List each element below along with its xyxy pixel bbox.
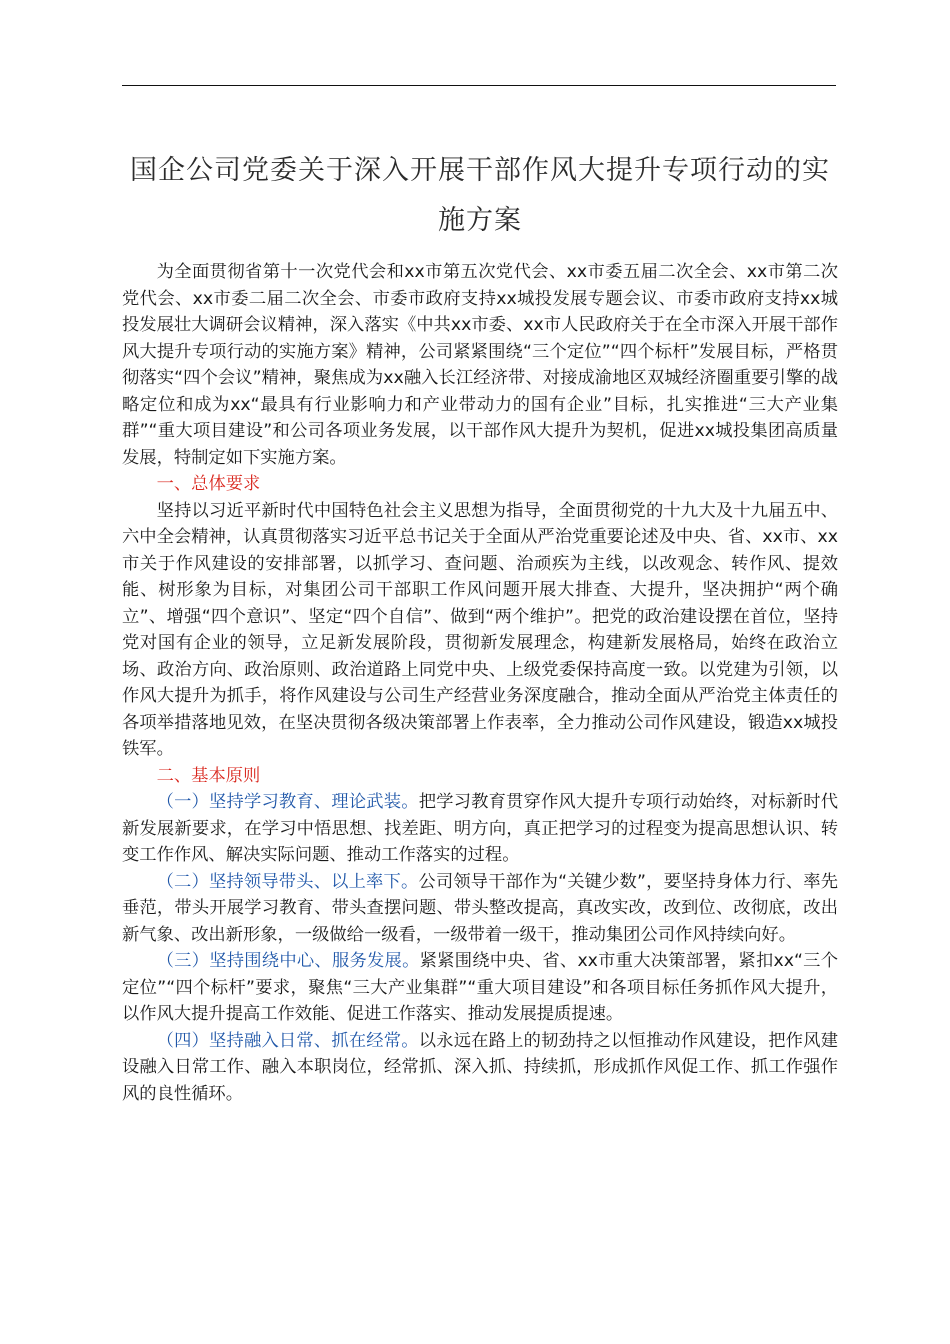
principle-text: 把学习教育贯穿作风大提升专项行动始终，对标新时代新发展新要求，在学习中悟思想、找差距、明方向，真正把学习的过程变为提高思想认识、转变工作作风、解决实际问题、推动工作落实的过程。	[122, 792, 838, 865]
principle-item	[122, 869, 838, 949]
section-heading-principles: 二、基本原则	[156, 765, 261, 786]
section-overall-paragraph: 坚持以习近平新时代中国特色社会主义思想为指导，全面贯彻党的十九大及十九届五中、六中全会精神，认真贯彻落实习近平总书记关于全面从严治党重要论述及中央、省、xx市、xx市关于作风建设的安排部署，以抓学习、查问题、治顽疾为主线，以改观念、转作风、提效能、树形象为目标，对集团公司干部职工作风问题开展大排查、大提升，坚决拥护“两个确立”、增强“四个意识”、坚定“四个自信”、做到“两个维护”。把党的政治建设摆在首位，坚持党对国有企业的领导，立足新发展阶段，贯彻新发展理念，构建新发展格局，始终在政治立场、政治方向、政治原则、政治道路上同党中央、上级党委保持高度一致。以党建为引领，以作风大提升为抓手，将作风建设与公司生产经营业务深度融合，推动全面从严治党主体责任的各项举措落地见效，在坚决贯彻各级决策部署上作表率，全力推动公司作风建设，锻造xx城投铁军。	[122, 500, 838, 759]
document-body	[122, 259, 838, 1107]
principle-item	[122, 789, 838, 869]
principle-lead: （四）坚持融入日常、抓在经常。	[156, 1030, 419, 1051]
principle-lead: （二）坚持领导带头、以上率下。	[156, 871, 419, 892]
principle-lead: （三）坚持围绕中心、服务发展。	[156, 951, 420, 971]
header-rule	[122, 85, 836, 86]
document-title: 国企公司党委关于深入开展干部作风大提升专项行动的实施方案	[130, 155, 830, 236]
section-heading-overall: 一、总体要求	[156, 474, 261, 494]
principle-text: 以永远在路上的韧劲持之以恒推动作风建设，把作风建设融入日常工作、融入本职岗位，经常抓、深入抓、持续抓，形成抓作风促工作、抓工作强作风的良性循环。	[122, 1030, 838, 1104]
principle-text: 紧紧围绕中央、省、xx市重大决策部署，紧扣xx“三个定位”“四个标杆”要求，聚焦“三大产业集群”“重大项目建设”和各项目标任务抓作风大提升，以作风大提升提高工作效能、促进工作落实、推动发展提质提速。	[122, 951, 838, 1024]
principle-lead: （一）坚持学习教育、理论武装。	[156, 792, 419, 812]
principle-item	[122, 1028, 838, 1108]
intro-paragraph: 为全面贯彻省第十一次党代会和xx市第五次党代会、xx市委五届二次全会、xx市第二次党代会、xx市委二届二次全会、市委市政府支持xx城投发展专题会议、市委市政府支持xx城投发展壮大调研会议精神，深入落实《中共xx市委、xx市人民政府关于在全市深入开展干部作风大提升专项行动的实施方案》精神，公司紧紧围绕“三个定位”“四个标杆”发展目标，严格贯彻落实“四个会议”精神，聚焦成为xx融入长江经济带、对接成渝地区双城经济圈重要引擎的战略定位和成为xx“最具有行业影响力和产业带动力的国有企业”目标，扎实推进“三大产业集群”“重大项目建设”和公司各项业务发展，以干部作风大提升为契机，促进xx城投集团高质量发展，特制定如下实施方案。	[122, 262, 838, 468]
principle-item	[122, 948, 838, 1028]
principle-text: 公司领导干部作为“关键少数”，要坚持身体力行、率先垂范，带头开展学习教育、带头查摆问题、带头整改提高，真改实改，改到位、改彻底，改出新气象、改出新形象，一级做给一级看，一级带着一级干，推动集团公司作风持续向好。	[122, 871, 838, 945]
